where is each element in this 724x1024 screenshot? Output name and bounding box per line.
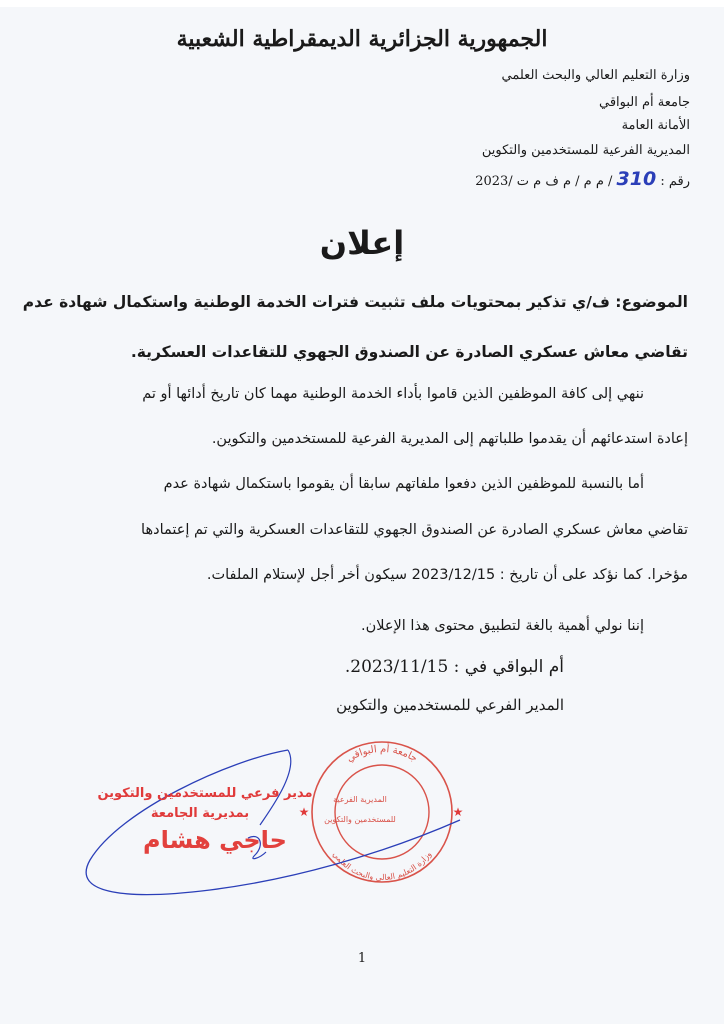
reference-number: 310 xyxy=(616,168,657,190)
reference-line xyxy=(475,168,690,190)
announcement-title: إعلان xyxy=(319,224,405,262)
seal-inner-line-2: للمستخدمين والتكوين xyxy=(324,815,396,824)
seal-inner-line-1: المديرية الفرعية xyxy=(333,795,387,804)
page-number: 1 xyxy=(357,951,367,966)
seal-outer-top-text: جامعة أم البواقي xyxy=(344,743,420,765)
star-icon: ★ xyxy=(452,805,464,819)
paragraph-1-line-1: ننهي إلى كافة الموظفين الذين قاموا بأداء الخدمة الوطنية مهما كان تاريخ أدائها أو تم xyxy=(142,386,644,402)
paragraph-1-line-2: إعادة استدعائهم أن يقدموا طلباتهم إلى المديرية الفرعية للمستخدمين والتكوين. xyxy=(211,431,688,447)
official-seal-icon xyxy=(299,742,464,882)
stamp-title-line-2: بمديرية الجامعة xyxy=(150,806,250,821)
place-and-date: أم البواقي في : 2023/11/15. xyxy=(344,657,564,677)
general-secretariat: الأمانة العامة xyxy=(621,118,690,133)
reference-label: رقم : xyxy=(660,174,690,189)
university-name: جامعة أم البواقي xyxy=(599,95,690,110)
stamp-signatory-name: حاجي هشام xyxy=(143,826,287,854)
director-title: المدير الفرعي للمستخدمين والتكوين xyxy=(336,696,564,714)
paragraph-3: إننا نولي أهمية بالغة لتطبيق محتوى هذا الإعلان. xyxy=(360,618,644,634)
paragraph-2-line-3: مؤخرا. كما نؤكد على أن تاريخ : 2023/12/15 سيكون أخر أجل لإستلام الملفات. xyxy=(206,567,688,583)
subject-line-1: الموضوع: ف/ي تذكير بمحتويات ملف تثبيت فترات الخدمة الوطنية واستكمال شهادة عدم xyxy=(22,293,688,311)
stamp-title-line-1: مدير فرعي للمستخدمين والتكوين xyxy=(97,786,313,801)
svg-text:جامعة أم البواقي xyxy=(345,742,419,764)
paragraph-2-line-2: تقاضي معاش عسكري الصادرة عن الصندوق الجهوي للتقاعدات العسكرية والتي تم إعتمادها xyxy=(141,522,688,538)
svg-text:وزارة التعليم العالي والبحث ال xyxy=(331,850,433,882)
reference-suffix: / م م / م ف م ت /2023 xyxy=(475,174,613,189)
signature-and-seal-graphic xyxy=(60,740,480,910)
star-icon: ★ xyxy=(298,805,310,819)
scan-edge xyxy=(0,0,724,7)
seal-outer-bottom-text: وزارة التعليم العالي والبحث العلمي xyxy=(330,849,434,883)
subject-line-2: تقاضي معاش عسكري الصادرة عن الصندوق الجهوي للتقاعدات العسكرية. xyxy=(130,343,688,361)
sub-directorate: المديرية الفرعية للمستخدمين والتكوين xyxy=(481,143,690,158)
paragraph-2-line-1: أما بالنسبة للموظفين الذين دفعوا ملفاتهم سابقا أن يقوموا باستكمال شهادة عدم xyxy=(163,476,644,492)
republic-header: الجمهورية الجزائرية الديمقراطية الشعبية xyxy=(176,26,548,52)
ministry-name: وزارة التعليم العالي والبحث العلمي xyxy=(501,68,690,83)
